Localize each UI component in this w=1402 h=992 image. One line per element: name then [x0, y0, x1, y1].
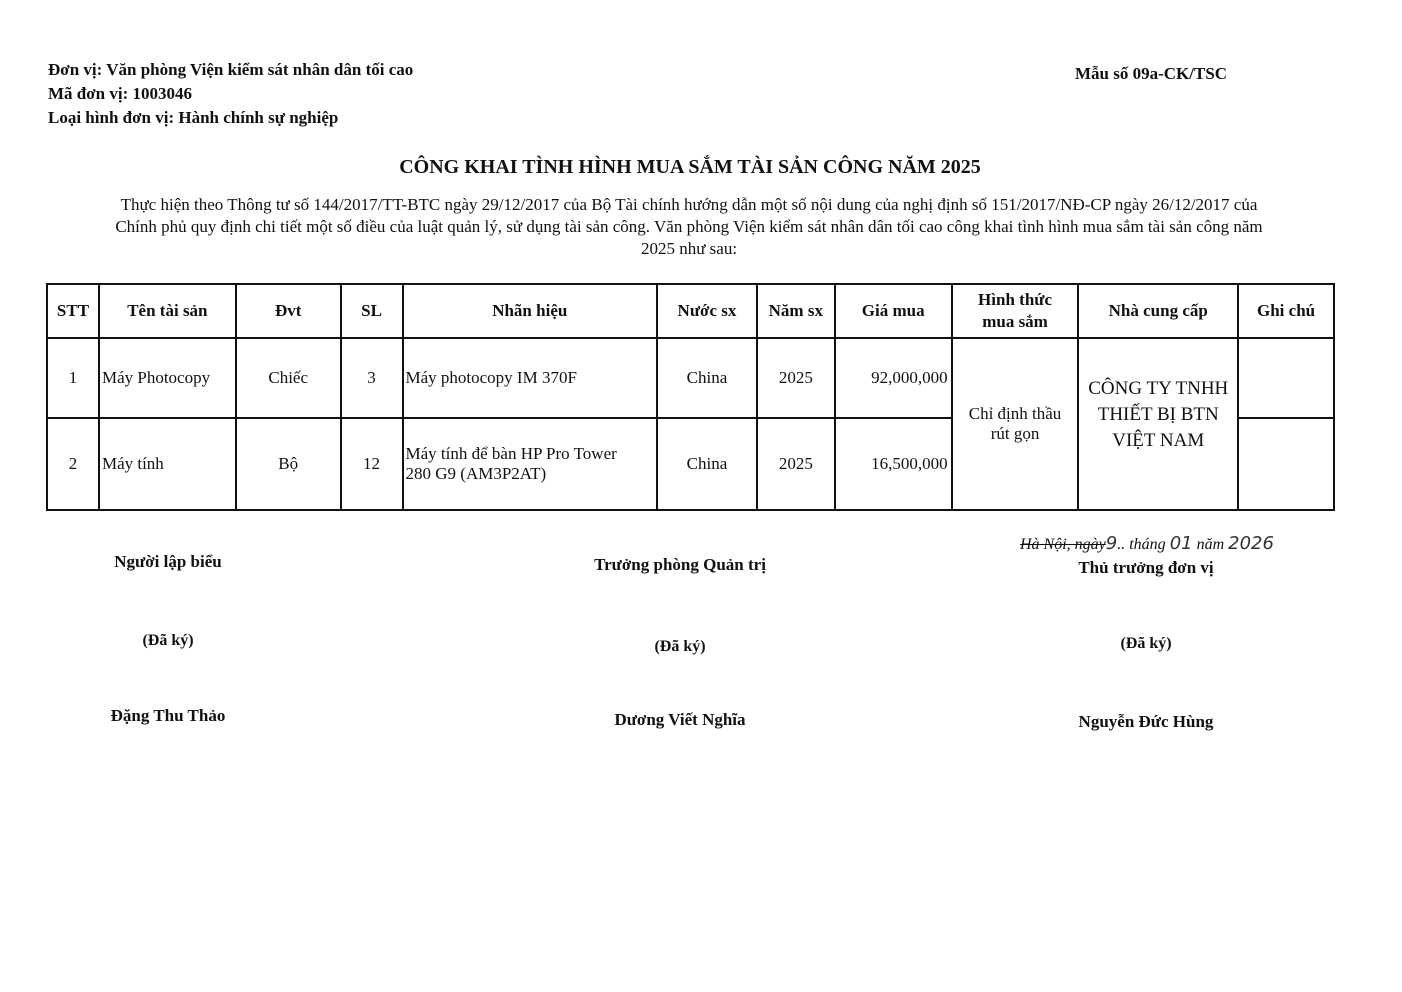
- intro-line-1: Thực hiện theo Thông tư số 144/2017/TT-BTC ngày 29/12/2017 của Bộ Tài chính hướng dẫn một số nội dung của nghị định số 151/2017/NĐ-CP ngày 26/12/2017 của: [120, 195, 1258, 214]
- document-title: CÔNG KHAI TÌNH HÌNH MUA SẮM TÀI SẢN CÔNG NĂM 2025: [399, 156, 981, 178]
- header-country: Nước sx: [657, 284, 757, 338]
- cell-supplier-line-2: THIẾT BỊ BTN: [1097, 404, 1219, 425]
- header-stt: STT: [47, 284, 99, 338]
- signer-2-status: (Đã ký): [654, 638, 706, 655]
- date-line: [1020, 533, 1274, 554]
- cell-supplier-line-1: CÔNG TY TNHH: [1088, 378, 1229, 399]
- cell-asset-name: Máy tính: [99, 418, 236, 510]
- cell-country: China: [657, 338, 757, 418]
- header-method-line-2: mua sắm: [982, 312, 1048, 331]
- date-month-handwritten: 01: [1169, 533, 1193, 554]
- cell-price: 16,500,000: [835, 418, 952, 510]
- cell-brand-line-1: Máy photocopy IM 370F: [405, 368, 577, 387]
- header-unit: Đvt: [236, 284, 341, 338]
- form-code: Mẫu số 09a-CK/TSC: [1075, 64, 1228, 83]
- cell-supplier: [1078, 338, 1238, 510]
- date-year-word: năm: [1192, 536, 1229, 553]
- asset-purchase-table: [46, 283, 1335, 511]
- date-place-struck: Hà Nội, ngày: [1020, 536, 1106, 553]
- cell-method: [952, 338, 1079, 510]
- signer-1-status: (Đã ký): [142, 632, 194, 649]
- header-note: Ghi chú: [1238, 284, 1334, 338]
- cell-year: 2025: [757, 338, 835, 418]
- cell-country: China: [657, 418, 757, 510]
- intro-line-2: Chính phủ quy định chi tiết một số điều của luật quản lý, sử dụng tài sản công. Văn phòng Viện kiểm sát nhân dân tối cao công khai tình hình mua sắm tài sản công năm: [115, 217, 1263, 236]
- cell-note: [1238, 418, 1334, 510]
- cell-brand-line-2: 280 G9 (AM3P2AT): [405, 464, 547, 483]
- signer-3-title: Thủ trưởng đơn vị: [1078, 558, 1214, 577]
- date-month-word: tháng: [1125, 536, 1170, 553]
- cell-brand: [403, 338, 658, 418]
- signer-1-name: Đặng Thu Thảo: [110, 706, 226, 725]
- header-method: [952, 284, 1079, 338]
- cell-stt: 1: [47, 338, 99, 418]
- cell-price: 92,000,000: [835, 338, 952, 418]
- table-row: [47, 338, 1334, 418]
- date-dots: ..: [1117, 536, 1126, 553]
- signer-3-status: (Đã ký): [1120, 635, 1172, 652]
- cell-brand-line-1: Máy tính để bàn HP Pro Tower: [405, 444, 617, 463]
- intro-line-3: 2025 như sau:: [640, 239, 738, 258]
- org-code: Mã đơn vị: 1003046: [48, 84, 193, 103]
- header-supplier: Nhà cung cấp: [1078, 284, 1238, 338]
- org-type: Loại hình đơn vị: Hành chính sự nghiệp: [48, 108, 339, 127]
- cell-quantity: 3: [341, 338, 403, 418]
- cell-method-line-1: Chỉ định thầu: [968, 404, 1062, 423]
- cell-method-line-2: rút gọn: [990, 424, 1040, 443]
- cell-note: [1238, 338, 1334, 418]
- cell-brand: [403, 418, 658, 510]
- intro-paragraph: [50, 194, 1328, 260]
- header-price: Giá mua: [835, 284, 952, 338]
- cell-supplier-line-3: VIỆT NAM: [1112, 430, 1205, 451]
- date-day-handwritten: 9: [1105, 533, 1118, 554]
- signer-2-title: Trưởng phòng Quản trị: [594, 555, 766, 574]
- cell-unit: Bộ: [236, 418, 341, 510]
- header-method-line-1: Hình thức: [978, 290, 1053, 309]
- header-asset-name: Tên tài sản: [99, 284, 236, 338]
- signer-2-name: Dương Viết Nghĩa: [614, 710, 746, 729]
- table-header-row: [47, 284, 1334, 338]
- signer-1-title: Người lập biểu: [114, 552, 222, 571]
- header-brand: Nhãn hiệu: [403, 284, 658, 338]
- cell-unit: Chiếc: [236, 338, 341, 418]
- cell-quantity: 12: [341, 418, 403, 510]
- header-quantity: SL: [341, 284, 403, 338]
- cell-asset-name: Máy Photocopy: [99, 338, 236, 418]
- date-year-handwritten: 2026: [1228, 533, 1274, 554]
- signer-3-name: Nguyễn Đức Hùng: [1078, 712, 1214, 731]
- header-year: Năm sx: [757, 284, 835, 338]
- org-unit: Đơn vị: Văn phòng Viện kiểm sát nhân dân tối cao: [48, 60, 414, 79]
- cell-year: 2025: [757, 418, 835, 510]
- cell-stt: 2: [47, 418, 99, 510]
